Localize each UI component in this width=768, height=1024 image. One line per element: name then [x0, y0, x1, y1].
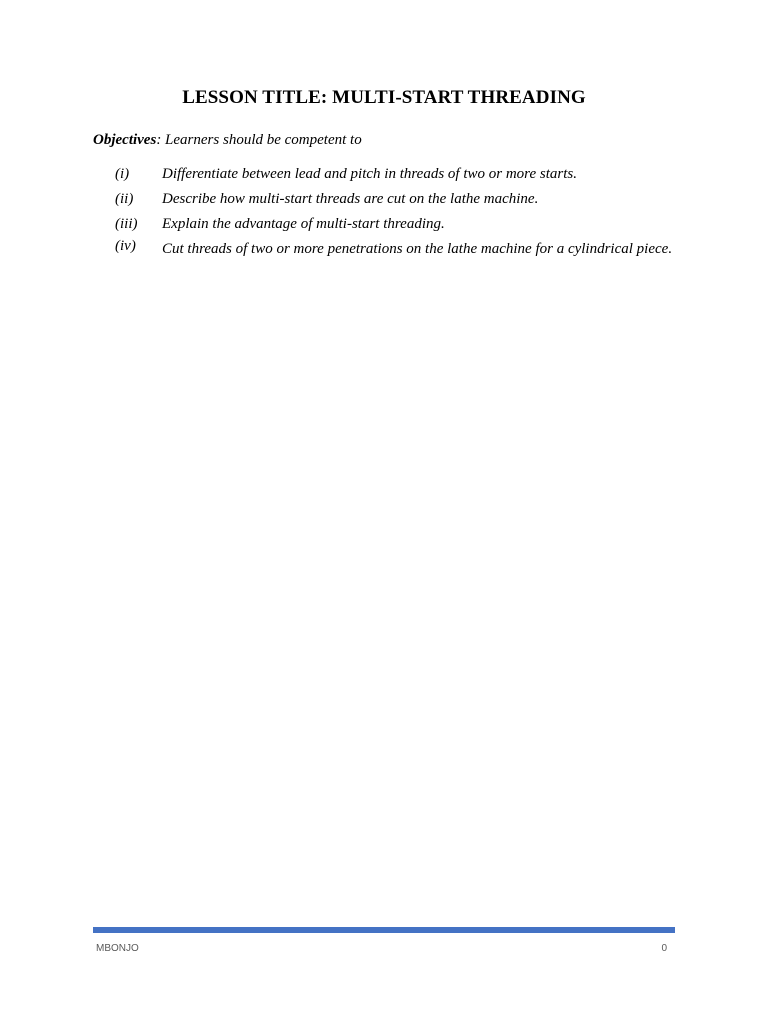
objective-number: (iv) — [115, 238, 136, 254]
page-title: LESSON TITLE: MULTI-START THREADING — [182, 87, 586, 108]
objective-item — [115, 189, 675, 209]
objective-number: (i) — [115, 166, 130, 182]
objective-item — [115, 164, 675, 184]
objective-text: Describe how multi-start threads are cut on the lathe machine. — [162, 191, 539, 207]
objective-item — [115, 214, 675, 234]
objective-text: Cut threads of two or more penetrations on the lathe machine for a cylindrical piece. — [162, 241, 673, 257]
objective-number: (ii) — [115, 191, 134, 207]
objectives-label: Objectives — [93, 132, 157, 148]
objectives-intro — [93, 130, 683, 150]
objectives-intro-text: : Learners should be competent to — [156, 132, 362, 148]
footer-author: MBONJO — [96, 943, 139, 954]
objectives-list — [115, 164, 675, 268]
objective-item — [115, 236, 675, 263]
footer-page-number: 0 — [661, 943, 667, 954]
footer-divider — [93, 927, 675, 933]
objective-number: (iii) — [115, 216, 138, 232]
objective-text: Differentiate between lead and pitch in threads of two or more starts. — [162, 166, 577, 182]
objective-text: Explain the advantage of multi-start threading. — [162, 216, 445, 232]
